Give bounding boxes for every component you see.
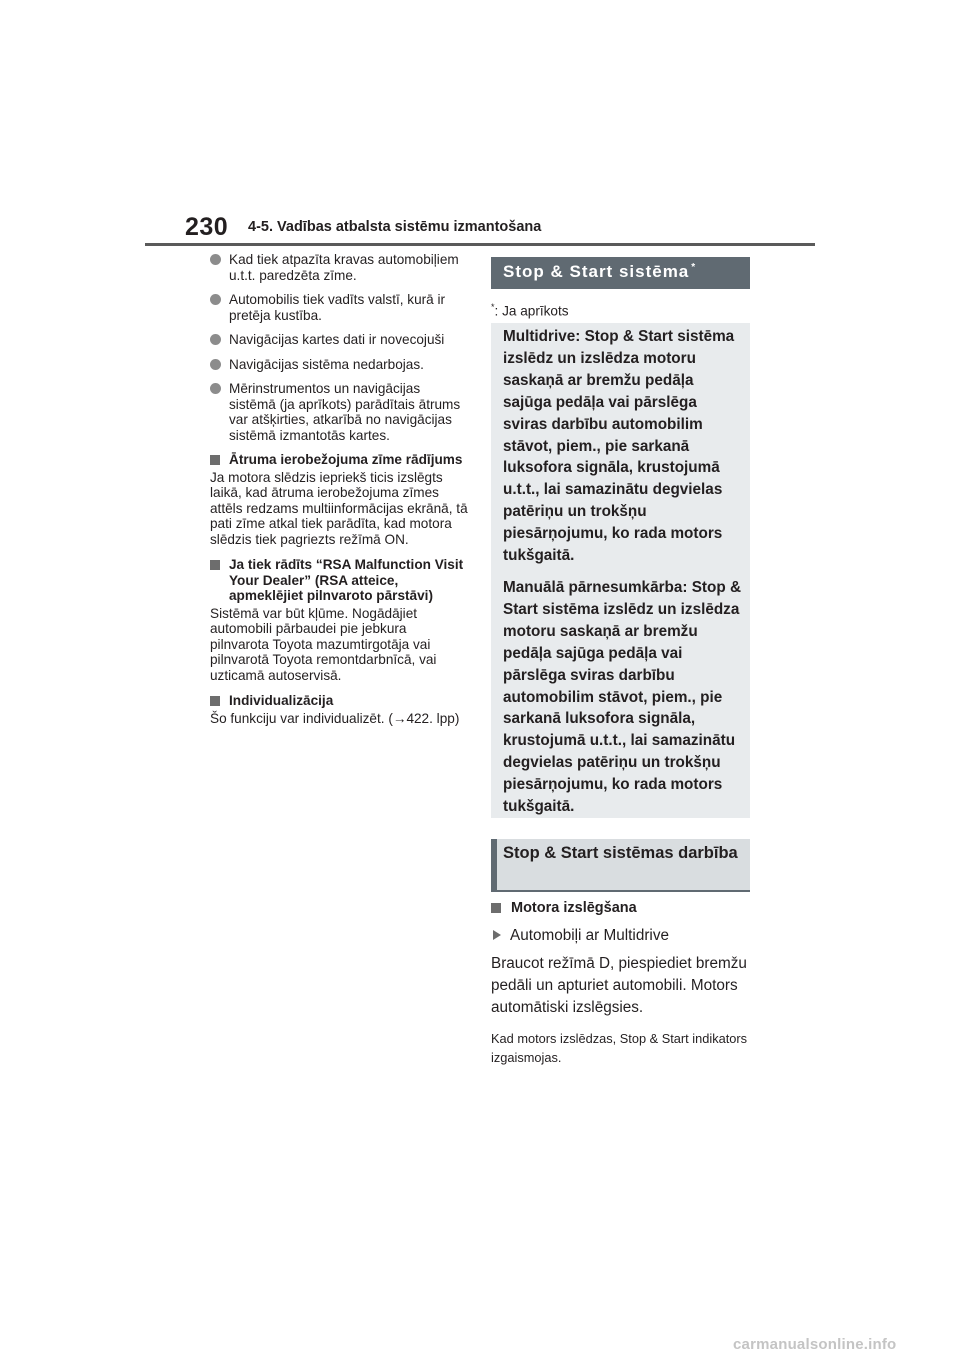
bullet-item: Automobilis tiek vadīts valstī, kurā ir pretēja kustība. <box>210 292 468 323</box>
subsection-title-bar <box>491 839 750 892</box>
triangle-bullet-icon <box>493 930 501 940</box>
square-bullet-icon <box>491 903 501 913</box>
section-heading-rsa-malfunction: Ja tiek rādīts “RSA Malfunction Visit Your Dealer” (RSA atteice, apmeklējiet pilnvaroto pārstāvi) <box>210 557 468 604</box>
square-bullet-icon <box>210 696 220 706</box>
summary-manual: Manuālā pārnesumkārba: Stop & Start sistēma izslēdz un izslēdza motoru saskaņā ar bremžu pedāļa sajūga pedāļa vai pārslēga sviras darbību automobilim stāvot, piem., pie sarkanā luksofora signāla, krustojumā u.t.t., lai samazinātu degvielas patēriņu un trokšņu piesārņojumu, ko rada motors tukšgaitā. <box>503 578 742 816</box>
section-body-customization: Šo funkciju var individualizēt. (→422. lpp) <box>210 710 460 726</box>
header-rule <box>145 243 815 246</box>
asterisk-mark: * <box>691 262 697 274</box>
bullet-item: Kad tiek atpazīta kravas automobiļiem u.t.t. paredzēta zīme. <box>210 252 468 283</box>
square-bullet-icon <box>210 560 220 570</box>
section-heading-speed-sign: Ātruma ierobežojuma zīme rādījums <box>210 452 468 468</box>
page-number: 230 <box>185 213 229 241</box>
chapter-title: 4-5. Vadības atbalsta sistēmu izmantošana <box>248 219 542 235</box>
bullet-item: Navigācijas sistēma nedarbojas. <box>210 357 468 373</box>
left-column <box>210 252 468 736</box>
section-title-bar <box>491 257 750 289</box>
bullet-dot-icon <box>210 254 221 265</box>
bullet-dot-icon <box>210 359 221 370</box>
watermark: carmanualsonline.info <box>733 1336 897 1353</box>
bullet-dot-icon <box>210 294 221 305</box>
engine-stop-note: Kad motors izslēdzas, Stop & Start indikators izgaismojas. <box>491 1031 748 1065</box>
bullet-dot-icon <box>210 334 221 345</box>
right-body <box>491 900 753 1067</box>
section-body-speed-sign: Ja motora slēdzis iepriekš ticis izslēgts laikā, kad ātruma ierobežojuma zīmes attēls redzams multiinformācijas ekrānā, tā pati zīme atkal tiek parādīta, kad motora slēdzis tiek pagriezts režīmā ON. <box>210 469 468 547</box>
engine-stop-body: Braucot režīmā D, piespiediet bremžu pedāli un apturiet automobili. Motors automātiski izslēgsies. <box>491 955 747 1016</box>
engine-stop-subheading: Automobiļi ar Multidrive <box>491 927 753 945</box>
summary-multidrive: Multidrive: Stop & Start sistēma izslēdz un izslēdza motoru saskaņā ar bremžu pedāļa sajūga pedāļa vai pārslēga sviras darbību automobilim stāvot, piem., pie sarkanā luksofora signāla, krustojumā u.t.t., lai samazinātu degvielas patēriņu un trokšņu piesārņojumu, ko rada motors tukšgaitā. <box>503 328 735 565</box>
section-title: Stop & Start sistēma * <box>503 262 697 281</box>
bullet-item: Navigācijas kartes dati ir novecojuši <box>210 332 468 348</box>
square-bullet-icon <box>210 455 220 465</box>
engine-stop-heading: Motora izslēgšana <box>491 900 753 916</box>
section-heading-customization: Individualizācija <box>210 693 468 709</box>
summary-box <box>491 323 750 818</box>
footnote: *: Ja aprīkots <box>491 302 569 319</box>
bullet-item: Mērinstrumentos un navigācijas sistēmā (ja aprīkots) parādītais ātrums var atšķirties, atkarībā no navigācijas sistēmā izmantotās kartes. <box>210 381 468 443</box>
subsection-title: Stop & Start sistēmas darbība <box>503 844 738 862</box>
section-body-rsa-malfunction: Sistēmā var būt kļūme. Nogādājiet automobili pārbaudei pie jebkura pilnvarota Toyota mazumtirgotāja vai pilnvarotā Toyota remontdarbnīcā, vai uzticamā autoservisā. <box>210 605 437 683</box>
bullet-dot-icon <box>210 383 221 394</box>
